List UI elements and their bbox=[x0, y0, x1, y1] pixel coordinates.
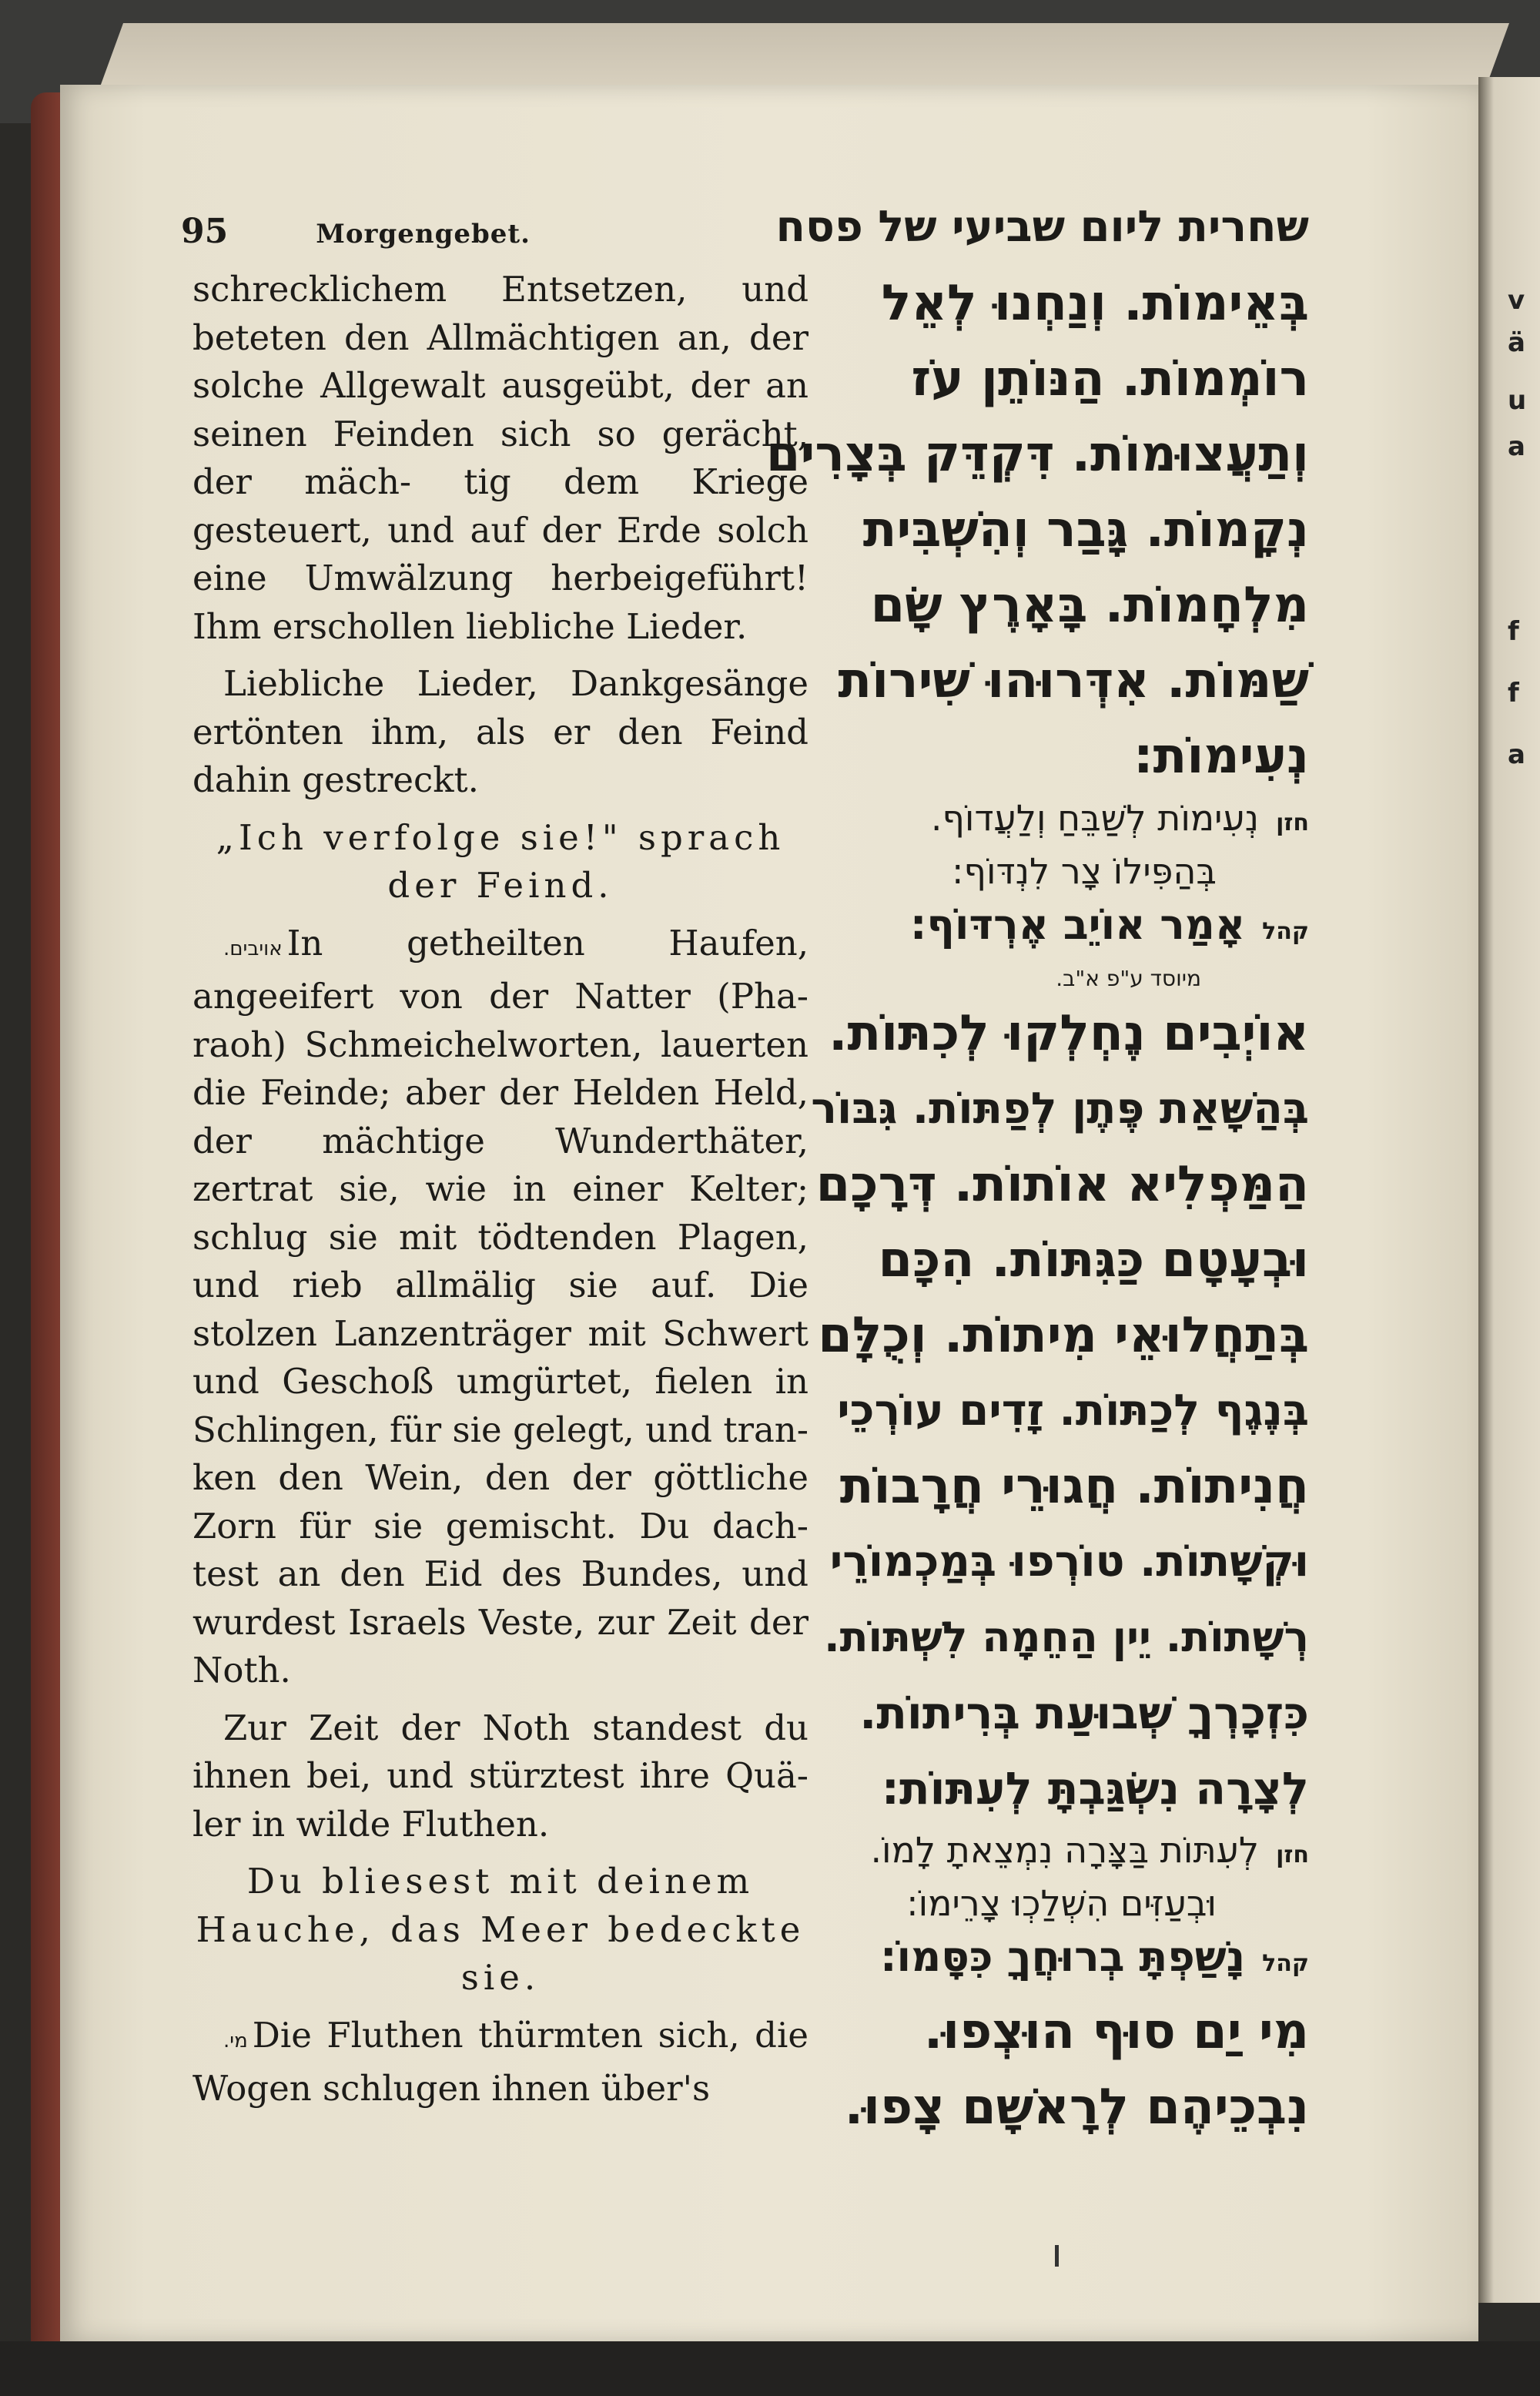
german-paragraph: Zur Zeit der Noth standest du ihnen bei, und stürztest ihre Quä- ler in wilde Fluthen. bbox=[192, 1707, 808, 1845]
hebrew-line: שַׁמּוֹת. אִדְּרוּהוּ שִׁירוֹת bbox=[838, 652, 1309, 709]
german-running-title: Morgengebet. bbox=[316, 219, 531, 250]
hebrew-line: הַמַּפְלִיא אוֹתוֹת. דְּרָכָם bbox=[815, 1156, 1309, 1213]
next-page-fragment: ä bbox=[1508, 327, 1525, 358]
hebrew-line: חֲנִיתוֹת. חֲגוּרֵי חֲרָבוֹת bbox=[839, 1458, 1309, 1515]
running-header-left bbox=[181, 212, 531, 251]
hebrew-line-congregation bbox=[824, 895, 1309, 962]
german-paragraph-text: Die Fluthen thürmten sich, die Wogen schlugen ihnen über's bbox=[192, 2014, 808, 2109]
german-paragraph-spaced: Du bliesest mit deinem Hauche, das Meer bedeckte sie. bbox=[196, 1861, 805, 1998]
hebrew-line: בְּתַחֲלוּאֵי מִיתוֹת. וְכֻלָּם bbox=[818, 1307, 1309, 1364]
hebrew-line: וּבְעַזִּים הִשְׁלַכְוּ צָרֵימוֹ: bbox=[906, 1882, 1217, 1924]
hebrew-line: אוֹיְבִים נֶחְלְקוּ לְכִתּוֹת. bbox=[829, 1005, 1309, 1062]
hebrew-line-text: נָשַׁפְתָּ בְרוּחֲךָ כִּסָּמוֹ: bbox=[879, 1932, 1246, 1981]
hebrew-line: כִּזְכָרְךָ שְׁבוּעַת בְּרִיתוֹת. bbox=[859, 1687, 1309, 1739]
hebrew-line: וְתַעֲצוּמוֹת. דִּקְדֵּק בְּצָרִים bbox=[765, 426, 1309, 483]
next-page-fragment: v bbox=[1508, 285, 1525, 316]
hebrew-line-cantor bbox=[824, 1826, 1309, 1879]
hebrew-marker: מי. bbox=[223, 2029, 248, 2053]
hebrew-line: בְּהַשָּׁאַת פֶּתֶן לְפַתּוֹת. גִּבּוֹר bbox=[811, 1084, 1309, 1134]
german-paragraph-spaced: „Ich verfolge sie!" sprach der Feind. bbox=[216, 816, 785, 906]
hebrew-line: רוֹמְמוֹת. הַנּוֹתֵן עֹז bbox=[911, 350, 1309, 407]
hebrew-marker: אויבים. bbox=[223, 937, 283, 960]
background-bottom bbox=[0, 2341, 1540, 2396]
hebrew-line: בְּאֵימוֹת. וְנַחְנוּ לְאֵל bbox=[881, 275, 1309, 332]
page-number: 95 bbox=[181, 212, 229, 251]
next-page-edge bbox=[1478, 77, 1540, 2303]
hebrew-line: בְּנֶגֶף לְכַתּוֹת. זָדִים עוֹרְכֵי bbox=[837, 1386, 1309, 1436]
acrostic-note: מיוסד ע"פ א"ב. bbox=[1056, 966, 1201, 991]
hebrew-line: וּקְשָׁתוֹת. טוֹרְפוּ בְּמַכְמוֹרֵי bbox=[829, 1536, 1309, 1587]
german-translation-column bbox=[192, 266, 808, 2123]
hebrew-line: נִבְכֵיהֶם לְרָאשָׁם צָפוּ. bbox=[844, 2079, 1309, 2136]
german-paragraph-text: In getheilten Haufen, angeeifert von der Natter (Pha- raoh) Schmeichelworten, lauerten die Feinde; aber der Helden Held, der mächtige Wunderthäter, zertrat sie, wie in einer Kelter; schlug sie mit tödtenden Plagen, und rieb allmälig sie auf. Die stolzen Lanzenträger mit Schwert und Geschoß umgürtet, fielen in Schlingen, für sie gelegt, und tran- ken den Wein, den der göttliche Zorn für sie gemischt. Du dach- test an den Eid des Bundes, und wurdest Israels Veste, zur Zeit der Noth. bbox=[192, 922, 808, 1691]
hebrew-line: בְּהַפִּילוֹ צָר לִנְדּוֹף: bbox=[952, 850, 1217, 892]
german-paragraph: Liebliche Lieder, Dankgesänge ertönten ihm, als er den Feind dahin gestreckt. bbox=[192, 663, 808, 800]
next-page-fragment: a bbox=[1508, 431, 1525, 462]
role-label-kahal: קהל bbox=[1262, 1950, 1309, 1977]
role-label-chazan: חזן bbox=[1276, 809, 1309, 836]
role-label-chazan: חזן bbox=[1276, 1841, 1309, 1868]
german-paragraph-with-marker bbox=[192, 2012, 808, 2113]
hebrew-line: נְעִימוֹת: bbox=[1133, 728, 1309, 785]
hebrew-text-column bbox=[765, 266, 1309, 2145]
hebrew-line: מִי יַם סוּף הוּצְפוּ. bbox=[923, 2003, 1309, 2060]
next-page-fragment: a bbox=[1508, 739, 1525, 770]
hebrew-line: מִלְחָמוֹת. בָּאָרֶץ שָׂם bbox=[870, 577, 1309, 634]
role-label-kahal: קהל bbox=[1262, 918, 1309, 945]
hebrew-line: לְצָרָה נִשְׂגַּבְתָּ לְעִתּוֹת: bbox=[881, 1762, 1309, 1815]
hebrew-line: רְשָׁתוֹת. יֵין הַחֵמָה לִשְׁתּוֹת. bbox=[824, 1613, 1309, 1661]
next-page-fragment: u bbox=[1508, 385, 1527, 416]
next-page-fragment: f bbox=[1508, 616, 1519, 647]
german-paragraph-with-marker bbox=[192, 920, 808, 1695]
hebrew-line-text: נְעִימוֹת לְשַׁבֵּחַ וְלַעֲדוֹף. bbox=[930, 797, 1260, 839]
german-paragraph: schrecklichem Entsetzen, und beteten den Allmächtigen an, der solche Allgewalt ausgeübt, der an seinen Feinden sich so gerächt, der mäch- tig dem Kriege gesteuert, und auf der Erde solch eine Umwälzung herbeigeführt! Ihm erschollen liebliche Lieder. bbox=[192, 269, 808, 647]
hebrew-line: וּבְעָטָם כַּגִּתּוֹת. הִכָּם bbox=[878, 1232, 1309, 1288]
hebrew-line-text: לְעִתּוֹת בַּצָּרָה נִמְצֵאתָ לָמוֹ. bbox=[870, 1829, 1260, 1871]
hebrew-line-congregation bbox=[824, 1927, 1309, 1994]
print-mark bbox=[1055, 2245, 1059, 2267]
hebrew-line-text: אָמַר אוֹיֵב אֶרְדּוֹף: bbox=[909, 900, 1246, 949]
hebrew-line: נְקָמוֹת. גָּבַר וְהִשְׁבִּית bbox=[862, 501, 1309, 558]
hebrew-running-title: שחרית ליום שביעי של פסח bbox=[775, 202, 1309, 252]
next-page-fragment: f bbox=[1508, 678, 1519, 709]
hebrew-line-cantor bbox=[824, 794, 1309, 847]
